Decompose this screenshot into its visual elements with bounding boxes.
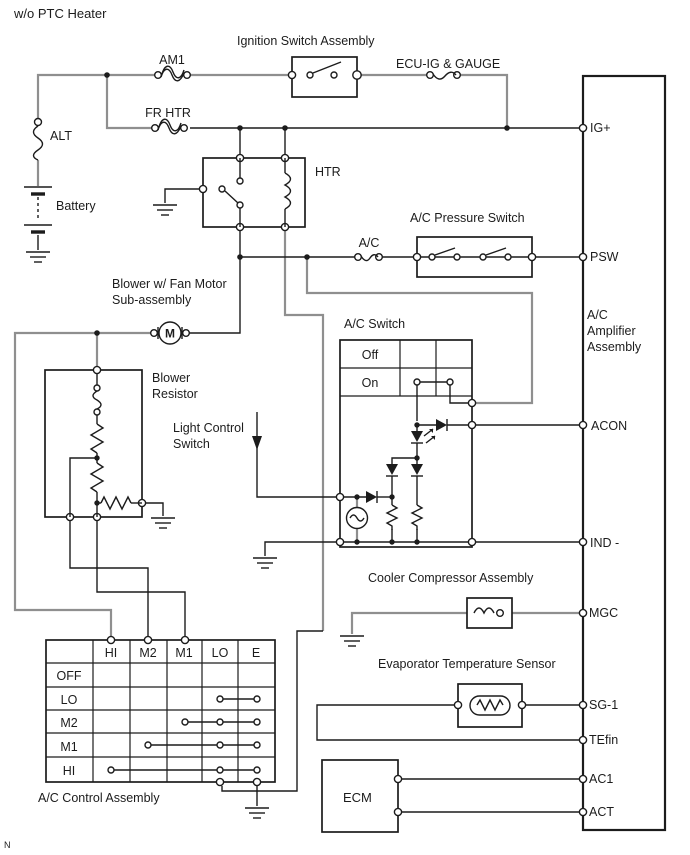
ac-control-label: A/C Control Assembly bbox=[38, 791, 160, 805]
battery bbox=[24, 187, 96, 232]
amplifier-label-2: Amplifier bbox=[587, 324, 636, 338]
variant-label: w/o PTC Heater bbox=[14, 6, 107, 21]
pin-tefin: TEfin bbox=[589, 733, 619, 747]
row-off: OFF bbox=[56, 669, 82, 683]
col-m1: M1 bbox=[175, 646, 193, 660]
ground-compressor bbox=[340, 636, 364, 646]
blower-motor-label-1: Blower w/ Fan Motor bbox=[112, 277, 227, 291]
ignition-switch-assembly bbox=[237, 34, 375, 97]
pin-ac1: AC1 bbox=[589, 772, 614, 786]
alt-fusible-link bbox=[34, 119, 73, 161]
pin-ig: IG+ bbox=[590, 121, 611, 135]
col-lo: LO bbox=[211, 646, 229, 660]
evaporator-sensor-label: Evaporator Temperature Sensor bbox=[378, 657, 556, 671]
htr-relay bbox=[199, 154, 340, 230]
light-control-switch bbox=[173, 421, 262, 451]
fuse-fr-htr bbox=[145, 106, 191, 134]
fuse-ecu-ig-gauge-label: ECU-IG & GAUGE bbox=[396, 57, 501, 71]
col-m2: M2 bbox=[139, 646, 157, 660]
ground-ac-control bbox=[245, 808, 269, 818]
ac-pressure-switch bbox=[410, 211, 536, 277]
battery-label: Battery bbox=[56, 199, 96, 213]
pin-acon: ACON bbox=[591, 419, 628, 433]
pin-act: ACT bbox=[589, 805, 614, 819]
fuse-am1-label: AM1 bbox=[159, 53, 185, 67]
light-control-label-2: Switch bbox=[173, 437, 210, 451]
fuse-ac bbox=[355, 236, 383, 261]
ground-blower-resistor bbox=[151, 518, 175, 528]
ecm-label: ECM bbox=[343, 790, 372, 805]
col-e: E bbox=[251, 646, 261, 660]
ac-amplifier-assembly bbox=[579, 76, 665, 830]
pin-ind: IND - bbox=[590, 536, 620, 550]
cooler-compressor-assembly bbox=[368, 571, 534, 628]
evaporator-temperature-sensor bbox=[378, 657, 556, 727]
ground-htr-relay bbox=[153, 205, 177, 215]
ignition-switch-label: Ignition Switch Assembly bbox=[237, 34, 375, 48]
col-hi: HI bbox=[104, 646, 118, 660]
pin-psw: PSW bbox=[590, 250, 619, 264]
amplifier-label-3: Assembly bbox=[587, 340, 642, 354]
diode-acon-icon bbox=[436, 419, 447, 431]
light-control-label-1: Light Control bbox=[173, 421, 244, 435]
ac-switch-label: A/C Switch bbox=[344, 317, 406, 331]
blower-resistor-label-2: Resistor bbox=[152, 387, 198, 401]
led-icon bbox=[411, 431, 423, 442]
ac-switch-row-on: On bbox=[361, 376, 379, 390]
footnote: N bbox=[4, 840, 11, 850]
ac-switch-row-off: Off bbox=[361, 348, 379, 362]
fuse-fr-htr-label: FR HTR bbox=[145, 106, 191, 120]
motor-m-icon: M bbox=[165, 326, 175, 341]
ground-ac-switch bbox=[253, 558, 277, 568]
alt-label: ALT bbox=[50, 129, 72, 143]
ground-battery bbox=[26, 252, 50, 262]
fuse-ac-label: A/C bbox=[358, 236, 380, 250]
ac-switch bbox=[336, 317, 475, 547]
row-m2: M2 bbox=[60, 716, 78, 730]
row-hi: HI bbox=[62, 764, 76, 778]
htr-relay-label: HTR bbox=[315, 165, 341, 179]
row-m1: M1 bbox=[60, 740, 78, 754]
diode-mid-icon bbox=[411, 464, 423, 475]
power-wiring bbox=[15, 75, 580, 637]
blower-resistor-label-1: Blower bbox=[152, 371, 191, 385]
ac-pressure-switch-label: A/C Pressure Switch bbox=[410, 211, 525, 225]
diode-left-icon bbox=[386, 464, 398, 475]
diode-illumination-icon bbox=[366, 491, 377, 503]
cooler-compressor-label: Cooler Compressor Assembly bbox=[368, 571, 534, 585]
arrow-down-icon bbox=[252, 436, 262, 450]
ac-control-assembly bbox=[38, 636, 275, 805]
pin-sg1: SG-1 bbox=[589, 698, 619, 712]
row-lo: LO bbox=[60, 693, 78, 707]
ecm bbox=[322, 760, 402, 832]
amplifier-label-1: A/C bbox=[587, 308, 608, 322]
blower-motor-label-2: Sub-assembly bbox=[112, 293, 192, 307]
fuse-am1 bbox=[155, 53, 191, 81]
pin-mgc: MGC bbox=[589, 606, 619, 620]
